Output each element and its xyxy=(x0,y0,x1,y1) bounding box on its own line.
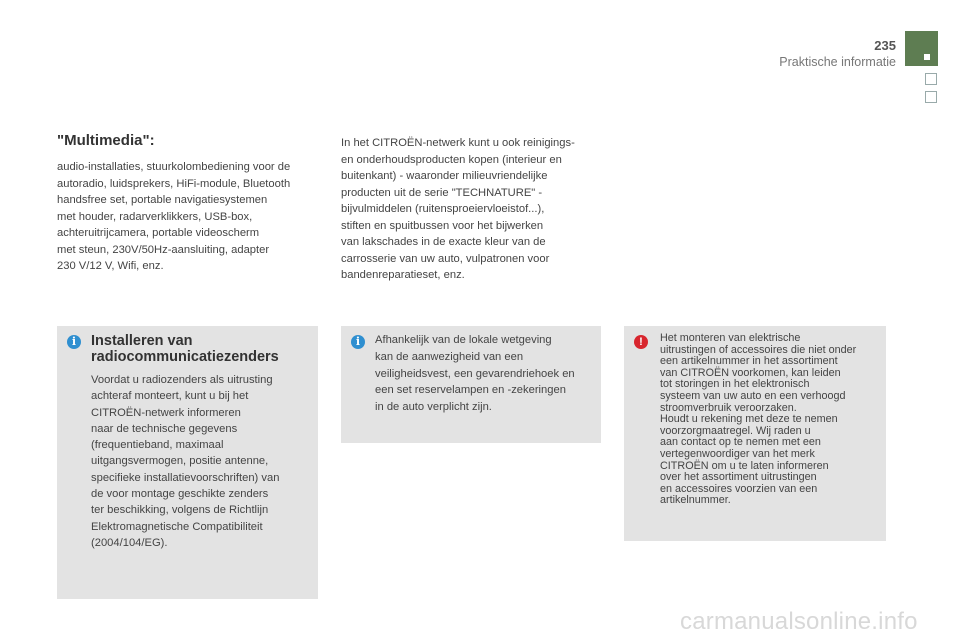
citroen-network-text: In het CITROËN-netwerk kunt u ook reinigings- en onderhoudsproducten kopen (interieur en buitenkant) - waaronder milieuvriendelijke producten uit de serie "TECHNATURE" - bijvulmiddelen (ruitensproeiervloeistof...), stiften en spuitbussen voor het bijwerken van lakschades in de exacte kleur van de carrosserie van uw auto, vulpatronen voor bandenreparatieset, enz. xyxy=(341,137,575,281)
multimedia-heading: "Multimedia": xyxy=(57,132,155,149)
chapter-box-icon xyxy=(925,73,937,85)
chapter-box-icon xyxy=(925,91,937,103)
chapter-marker-icon xyxy=(924,54,930,60)
info-box-legislation xyxy=(341,326,601,443)
legislation-text: Afhankelijk van de lokale wetgeving kan de aanwezigheid van een veiligheidsvest, een gevarendriehoek en een set reservelampen en -zekeringen in de auto verplicht zijn. xyxy=(375,334,575,414)
info-icon: i xyxy=(67,335,81,349)
multimedia-text: audio-installaties, stuurkolombediening voor de autoradio, luidsprekers, HiFi-module, Bluetooth handsfree set, portable navigatiesystemen met houder, radarverklikkers, USB-box, achteruitrijcamera, portable videoscherm met steun, 230V/50Hz-aansluiting, adapter 230 V/12 V, Wifi, enz. xyxy=(57,161,291,272)
warning-icon: ! xyxy=(634,335,648,349)
watermark: carmanualsonline.info xyxy=(680,608,918,635)
section-title: Praktische informatie xyxy=(779,55,896,69)
page-number: 235 xyxy=(874,38,896,53)
electrical-warning-text: Het monteren van elektrische uitrustingen of accessoires die niet onder een artikelnummer in het assortiment van CITROËN voorkomen, kan leiden tot storingen in het elektronisch systeem van uw auto en een verhoogd stroomverbruik veroorzaken. Houdt u rekening met deze te nemen voorzorgmaatregel. Wij raden u aan contact op te nemen met een vertegenwoordiger van het merk CITROËN om u te laten informeren over het assortiment uitrustingen en accessoires voorzien van een artikelnummer. xyxy=(660,332,857,507)
chapter-tab xyxy=(905,31,938,66)
installation-text: Voordat u radiozenders als uitrusting achteraf monteert, kunt u bij het CITROËN-netwerk informeren naar de technische gegevens (frequentieband, maximaal uitgangsvermogen, positie antenne, specifieke installatievoorschriften) van de voor montage geschikte zenders ter beschikking, volgens de Richtlijn Elektromagnetische Compatibiliteit (2004/104/EG). xyxy=(91,374,280,549)
installation-heading: Installeren van radiocommunicatiezenders xyxy=(91,333,279,365)
info-box-installation xyxy=(57,326,318,599)
info-icon: i xyxy=(351,335,365,349)
warning-box-electrical xyxy=(624,326,886,541)
